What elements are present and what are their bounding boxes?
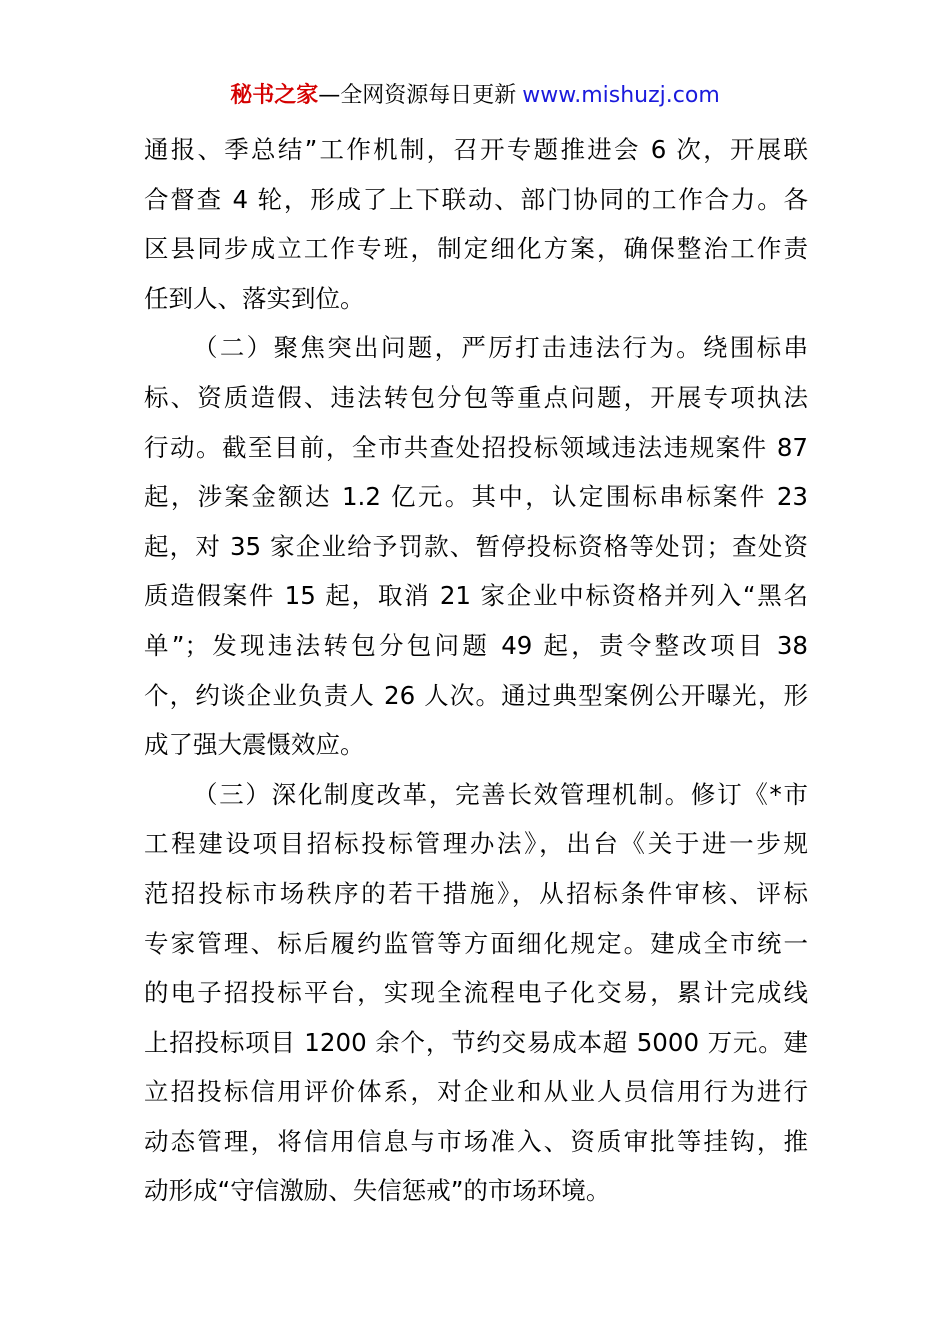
text-line: 区县同步成立工作专班，制定细化方案，确保整治工作责 [144,234,808,264]
text-line: （二）聚焦突出问题，严厉打击违法行为。绕围标串 [193,333,808,363]
text-line: （三）深化制度改革，完善长效管理机制。修订《*市 [193,779,808,809]
header-tagline: —全网资源每日更新 [318,83,517,108]
text-line: 工程建设项目招标投标管理办法》，出台《关于进一步规 [144,829,808,859]
document-body [144,125,808,1216]
page-header [0,78,950,114]
text-line: 的电子招投标平台，实现全流程电子化交易，累计完成线 [144,978,808,1008]
text-line: 标、资质造假、违法转包分包等重点问题，开展专项执法 [144,382,808,412]
brand-name: 秘书之家 [230,83,319,108]
text-line: 合督查 4 轮，形成了上下联动、部门协同的工作合力。各 [144,184,808,214]
text-line: 范招投标市场秩序的若干措施》，从招标条件审核、评标 [144,878,808,908]
text-line: 动态管理，将信用信息与市场准入、资质审批等挂钩，推 [144,1126,808,1156]
text-line: 动形成“守信激励、失信惩戒”的市场环境。 [144,1176,611,1206]
text-line: 专家管理、标后履约监管等方面细化规定。建成全市统一 [144,928,808,958]
text-line: 起，对 35 家企业给予罚款、暂停投标资格等处罚；查处资 [144,531,808,561]
text-line: 个，约谈企业负责人 26 人次。通过典型案例公开曝光，形 [144,680,808,710]
text-line: 任到人、落实到位。 [144,283,365,313]
text-line: 质造假案件 15 起，取消 21 家企业中标资格并列入“黑名 [144,581,808,611]
text-line: 行动。截至目前，全市共查处招投标领域违法违规案件 87 [144,432,808,462]
text-line: 立招投标信用评价体系，对企业和从业人员信用行为进行 [144,1077,808,1107]
header-url[interactable]: www.mishuzj.com [522,83,720,108]
text-line: 单”；发现违法转包分包问题 49 起，责令整改项目 38 [144,630,808,660]
text-line: 上招投标项目 1200 余个，节约交易成本超 5000 万元。建 [144,1027,808,1057]
text-line: 通报、季总结”工作机制，召开专题推进会 6 次，开展联 [144,135,808,164]
text-line: 成了强大震慑效应。 [144,730,365,760]
text-line: 起，涉案金额达 1.2 亿元。其中，认定围标串标案件 23 [144,482,808,512]
